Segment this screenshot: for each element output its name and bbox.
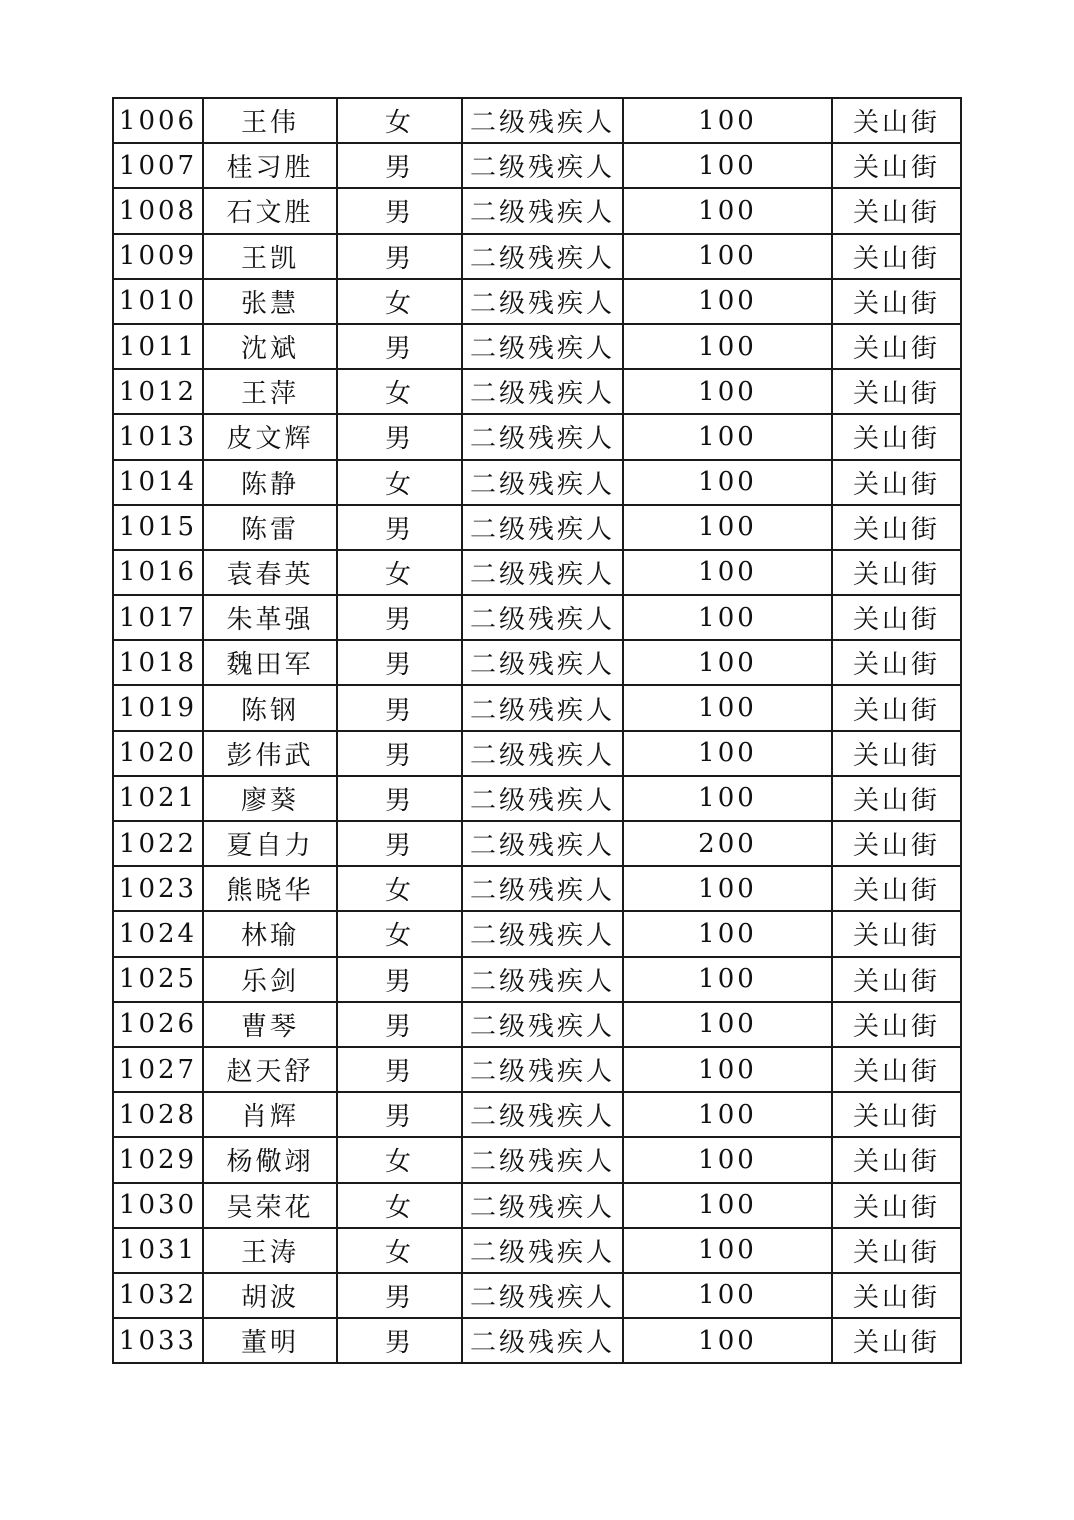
- row-amount-cell: 100: [623, 1318, 832, 1363]
- roster-table-body: [113, 98, 961, 1363]
- table-row: [113, 98, 961, 143]
- row-street-cell: 关山街: [832, 821, 961, 866]
- roster-table: [112, 97, 962, 1364]
- row-amount-cell: 100: [623, 234, 832, 279]
- table-row: [113, 595, 961, 640]
- table-row: [113, 1183, 961, 1228]
- row-category-cell: 二级残疾人: [462, 957, 623, 1002]
- row-name-cell: 赵天舒: [203, 1047, 337, 1092]
- row-amount-cell: 100: [623, 369, 832, 414]
- row-category-cell: 二级残疾人: [462, 911, 623, 956]
- row-name-cell: 林瑜: [203, 911, 337, 956]
- row-name-cell: 陈雷: [203, 505, 337, 550]
- row-amount-cell: 100: [623, 143, 832, 188]
- table-row: [113, 188, 961, 233]
- row-id-cell: 1014: [113, 460, 203, 505]
- row-id-cell: 1028: [113, 1092, 203, 1137]
- row-category-cell: 二级残疾人: [462, 414, 623, 459]
- row-street-cell: 关山街: [832, 911, 961, 956]
- row-category-cell: 二级残疾人: [462, 324, 623, 369]
- row-category-cell: 二级残疾人: [462, 143, 623, 188]
- row-amount-cell: 100: [623, 685, 832, 730]
- row-gender-cell: 女: [337, 460, 462, 505]
- row-id-cell: 1006: [113, 98, 203, 143]
- row-street-cell: 关山街: [832, 1047, 961, 1092]
- row-name-cell: 袁春英: [203, 550, 337, 595]
- row-gender-cell: 男: [337, 776, 462, 821]
- row-category-cell: 二级残疾人: [462, 1092, 623, 1137]
- row-gender-cell: 男: [337, 595, 462, 640]
- row-gender-cell: 女: [337, 98, 462, 143]
- row-amount-cell: 100: [623, 776, 832, 821]
- row-category-cell: 二级残疾人: [462, 188, 623, 233]
- row-amount-cell: 100: [623, 1137, 832, 1182]
- row-gender-cell: 男: [337, 1092, 462, 1137]
- row-id-cell: 1012: [113, 369, 203, 414]
- row-amount-cell: 100: [623, 866, 832, 911]
- row-id-cell: 1023: [113, 866, 203, 911]
- row-gender-cell: 女: [337, 866, 462, 911]
- row-gender-cell: 男: [337, 957, 462, 1002]
- row-street-cell: 关山街: [832, 414, 961, 459]
- row-gender-cell: 男: [337, 324, 462, 369]
- row-street-cell: 关山街: [832, 957, 961, 1002]
- table-row: [113, 731, 961, 776]
- row-street-cell: 关山街: [832, 234, 961, 279]
- row-id-cell: 1024: [113, 911, 203, 956]
- row-name-cell: 王伟: [203, 98, 337, 143]
- row-category-cell: 二级残疾人: [462, 234, 623, 279]
- row-street-cell: 关山街: [832, 460, 961, 505]
- row-street-cell: 关山街: [832, 1228, 961, 1273]
- row-street-cell: 关山街: [832, 143, 961, 188]
- table-row: [113, 1092, 961, 1137]
- row-category-cell: 二级残疾人: [462, 866, 623, 911]
- row-gender-cell: 男: [337, 1318, 462, 1363]
- row-street-cell: 关山街: [832, 1318, 961, 1363]
- table-row: [113, 911, 961, 956]
- row-gender-cell: 男: [337, 1273, 462, 1318]
- row-street-cell: 关山街: [832, 1092, 961, 1137]
- row-id-cell: 1018: [113, 640, 203, 685]
- row-id-cell: 1022: [113, 821, 203, 866]
- row-id-cell: 1008: [113, 188, 203, 233]
- row-id-cell: 1011: [113, 324, 203, 369]
- row-street-cell: 关山街: [832, 505, 961, 550]
- row-gender-cell: 男: [337, 1002, 462, 1047]
- row-street-cell: 关山街: [832, 188, 961, 233]
- row-street-cell: 关山街: [832, 1183, 961, 1228]
- row-amount-cell: 100: [623, 98, 832, 143]
- row-gender-cell: 女: [337, 1137, 462, 1182]
- table-row: [113, 279, 961, 324]
- row-category-cell: 二级残疾人: [462, 1273, 623, 1318]
- row-id-cell: 1029: [113, 1137, 203, 1182]
- row-gender-cell: 女: [337, 1183, 462, 1228]
- row-street-cell: 关山街: [832, 324, 961, 369]
- row-gender-cell: 男: [337, 188, 462, 233]
- table-row: [113, 414, 961, 459]
- row-category-cell: 二级残疾人: [462, 279, 623, 324]
- row-category-cell: 二级残疾人: [462, 460, 623, 505]
- row-name-cell: 杨儆翊: [203, 1137, 337, 1182]
- row-gender-cell: 女: [337, 911, 462, 956]
- row-name-cell: 沈斌: [203, 324, 337, 369]
- row-name-cell: 熊晓华: [203, 866, 337, 911]
- row-amount-cell: 100: [623, 505, 832, 550]
- row-id-cell: 1025: [113, 957, 203, 1002]
- row-street-cell: 关山街: [832, 776, 961, 821]
- table-row: [113, 821, 961, 866]
- row-gender-cell: 女: [337, 369, 462, 414]
- table-row: [113, 776, 961, 821]
- table-row: [113, 685, 961, 730]
- row-amount-cell: 100: [623, 1183, 832, 1228]
- row-gender-cell: 男: [337, 505, 462, 550]
- table-row: [113, 505, 961, 550]
- row-category-cell: 二级残疾人: [462, 550, 623, 595]
- row-name-cell: 肖辉: [203, 1092, 337, 1137]
- row-gender-cell: 男: [337, 234, 462, 279]
- row-category-cell: 二级残疾人: [462, 1002, 623, 1047]
- row-id-cell: 1017: [113, 595, 203, 640]
- row-category-cell: 二级残疾人: [462, 595, 623, 640]
- table-row: [113, 1047, 961, 1092]
- row-id-cell: 1021: [113, 776, 203, 821]
- row-amount-cell: 100: [623, 731, 832, 776]
- row-name-cell: 王涛: [203, 1228, 337, 1273]
- row-amount-cell: 100: [623, 550, 832, 595]
- row-id-cell: 1030: [113, 1183, 203, 1228]
- table-row: [113, 550, 961, 595]
- row-amount-cell: 200: [623, 821, 832, 866]
- row-category-cell: 二级残疾人: [462, 1047, 623, 1092]
- table-row: [113, 460, 961, 505]
- row-amount-cell: 100: [623, 324, 832, 369]
- row-name-cell: 魏田军: [203, 640, 337, 685]
- row-category-cell: 二级残疾人: [462, 1183, 623, 1228]
- row-street-cell: 关山街: [832, 98, 961, 143]
- row-id-cell: 1019: [113, 685, 203, 730]
- row-category-cell: 二级残疾人: [462, 776, 623, 821]
- row-category-cell: 二级残疾人: [462, 98, 623, 143]
- row-street-cell: 关山街: [832, 1273, 961, 1318]
- row-name-cell: 王凯: [203, 234, 337, 279]
- row-name-cell: 吴荣花: [203, 1183, 337, 1228]
- table-row: [113, 1273, 961, 1318]
- row-street-cell: 关山街: [832, 1137, 961, 1182]
- row-category-cell: 二级残疾人: [462, 1318, 623, 1363]
- row-id-cell: 1020: [113, 731, 203, 776]
- row-name-cell: 陈静: [203, 460, 337, 505]
- row-amount-cell: 100: [623, 188, 832, 233]
- row-amount-cell: 100: [623, 640, 832, 685]
- row-category-cell: 二级残疾人: [462, 640, 623, 685]
- row-gender-cell: 女: [337, 279, 462, 324]
- row-id-cell: 1031: [113, 1228, 203, 1273]
- row-name-cell: 皮文辉: [203, 414, 337, 459]
- row-gender-cell: 男: [337, 821, 462, 866]
- row-id-cell: 1010: [113, 279, 203, 324]
- row-category-cell: 二级残疾人: [462, 1137, 623, 1182]
- table-row: [113, 234, 961, 279]
- table-row: [113, 1318, 961, 1363]
- row-amount-cell: 100: [623, 1002, 832, 1047]
- row-amount-cell: 100: [623, 957, 832, 1002]
- row-amount-cell: 100: [623, 1273, 832, 1318]
- row-id-cell: 1027: [113, 1047, 203, 1092]
- row-street-cell: 关山街: [832, 866, 961, 911]
- row-name-cell: 董明: [203, 1318, 337, 1363]
- row-street-cell: 关山街: [832, 369, 961, 414]
- row-amount-cell: 100: [623, 1047, 832, 1092]
- table-row: [113, 957, 961, 1002]
- row-amount-cell: 100: [623, 279, 832, 324]
- row-street-cell: 关山街: [832, 279, 961, 324]
- row-id-cell: 1016: [113, 550, 203, 595]
- row-id-cell: 1033: [113, 1318, 203, 1363]
- row-category-cell: 二级残疾人: [462, 685, 623, 730]
- row-id-cell: 1015: [113, 505, 203, 550]
- row-name-cell: 夏自力: [203, 821, 337, 866]
- row-name-cell: 胡波: [203, 1273, 337, 1318]
- row-amount-cell: 100: [623, 911, 832, 956]
- table-row: [113, 369, 961, 414]
- row-gender-cell: 男: [337, 1047, 462, 1092]
- row-category-cell: 二级残疾人: [462, 505, 623, 550]
- row-category-cell: 二级残疾人: [462, 1228, 623, 1273]
- row-id-cell: 1026: [113, 1002, 203, 1047]
- row-name-cell: 石文胜: [203, 188, 337, 233]
- row-street-cell: 关山街: [832, 731, 961, 776]
- table-row: [113, 866, 961, 911]
- row-amount-cell: 100: [623, 595, 832, 640]
- row-id-cell: 1013: [113, 414, 203, 459]
- table-row: [113, 1137, 961, 1182]
- row-street-cell: 关山街: [832, 640, 961, 685]
- row-id-cell: 1032: [113, 1273, 203, 1318]
- table-row: [113, 1228, 961, 1273]
- row-name-cell: 朱革强: [203, 595, 337, 640]
- row-gender-cell: 男: [337, 731, 462, 776]
- row-gender-cell: 女: [337, 550, 462, 595]
- row-gender-cell: 男: [337, 143, 462, 188]
- row-category-cell: 二级残疾人: [462, 731, 623, 776]
- row-street-cell: 关山街: [832, 685, 961, 730]
- row-street-cell: 关山街: [832, 1002, 961, 1047]
- row-id-cell: 1007: [113, 143, 203, 188]
- row-name-cell: 陈钢: [203, 685, 337, 730]
- row-street-cell: 关山街: [832, 595, 961, 640]
- row-name-cell: 曹琴: [203, 1002, 337, 1047]
- row-gender-cell: 男: [337, 640, 462, 685]
- row-gender-cell: 女: [337, 1228, 462, 1273]
- table-row: [113, 143, 961, 188]
- row-name-cell: 彭伟武: [203, 731, 337, 776]
- table-row: [113, 1002, 961, 1047]
- row-amount-cell: 100: [623, 460, 832, 505]
- row-name-cell: 廖葵: [203, 776, 337, 821]
- table-row: [113, 324, 961, 369]
- row-amount-cell: 100: [623, 1228, 832, 1273]
- row-amount-cell: 100: [623, 1092, 832, 1137]
- table-row: [113, 640, 961, 685]
- row-gender-cell: 男: [337, 685, 462, 730]
- row-amount-cell: 100: [623, 414, 832, 459]
- row-id-cell: 1009: [113, 234, 203, 279]
- row-category-cell: 二级残疾人: [462, 821, 623, 866]
- row-category-cell: 二级残疾人: [462, 369, 623, 414]
- row-name-cell: 张慧: [203, 279, 337, 324]
- row-street-cell: 关山街: [832, 550, 961, 595]
- row-name-cell: 乐剑: [203, 957, 337, 1002]
- row-name-cell: 桂习胜: [203, 143, 337, 188]
- row-name-cell: 王萍: [203, 369, 337, 414]
- row-gender-cell: 男: [337, 414, 462, 459]
